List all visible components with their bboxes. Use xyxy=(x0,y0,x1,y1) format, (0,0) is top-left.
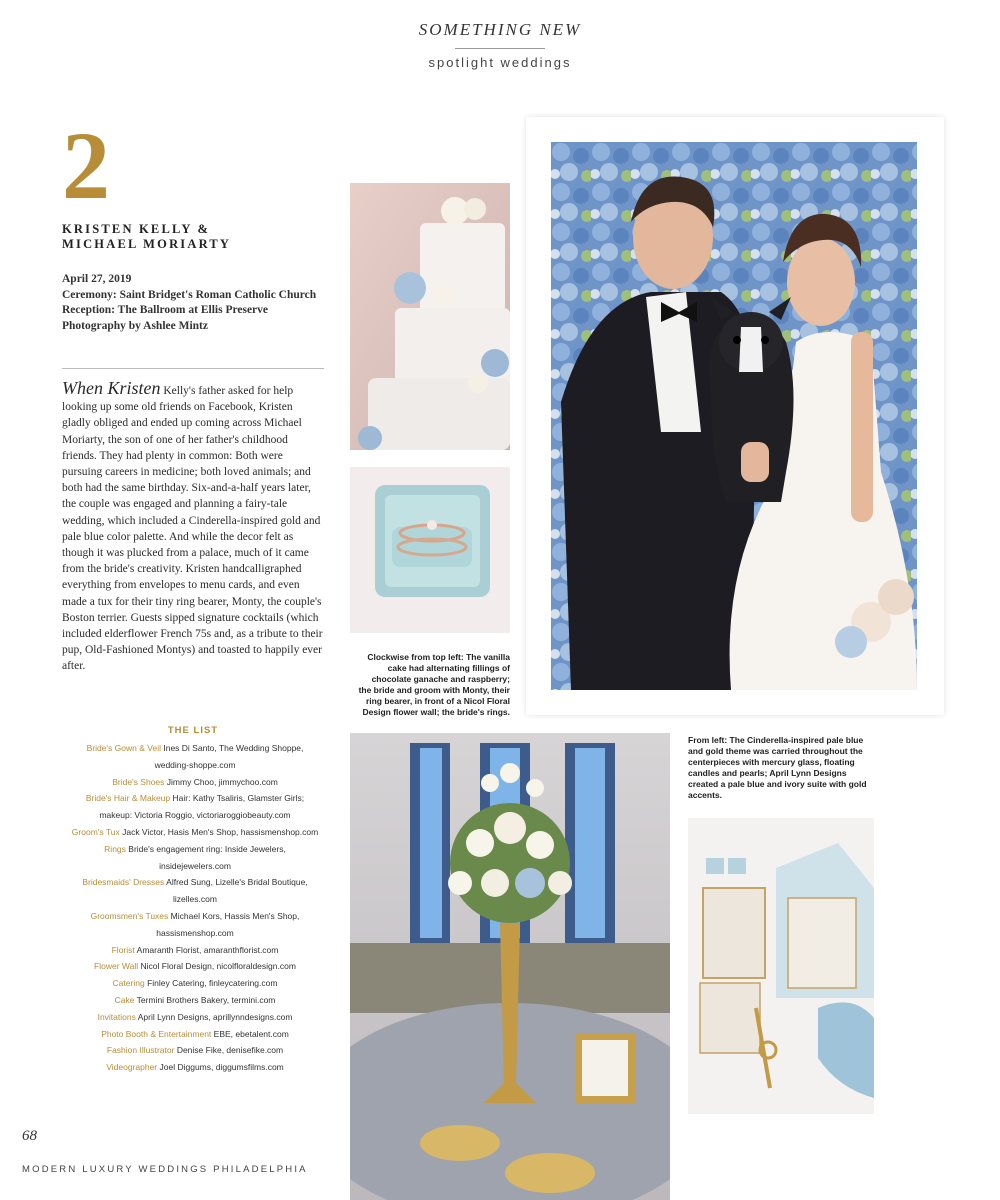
vendor-list-item xyxy=(70,874,320,908)
cake-photo xyxy=(350,183,510,450)
vendor-category: Bride's Shoes xyxy=(112,776,165,787)
vendor-list-item xyxy=(70,1009,320,1026)
vendor-name: Alfred Sung, Lizelle's Bridal Boutique, lizelles.com xyxy=(166,877,308,905)
wedding-date: April 27, 2019 xyxy=(62,273,132,285)
vendor-category: Cake xyxy=(114,994,135,1005)
story-lead: When Kristen xyxy=(62,378,161,398)
couple-name-line-2: MICHAEL MORIARTY xyxy=(62,237,232,251)
vendor-list-item xyxy=(70,1042,320,1059)
vendor-category: Bride's Gown & Veil xyxy=(86,743,161,753)
vendor-name: Michael Kors, Hassis Men's Shop, hassismenshop.com xyxy=(156,910,300,938)
invitation-photo xyxy=(688,818,874,1114)
vendor-list-title: THE LIST xyxy=(167,725,219,736)
vendor-list-item xyxy=(70,824,320,841)
vendor-category: Flower Wall xyxy=(94,961,139,972)
details-divider xyxy=(62,368,324,369)
vendor-category: Groomsmen's Tuxes xyxy=(90,910,169,921)
vendor-name: Denise Fike, denisefike.com xyxy=(176,1045,284,1056)
photography-credit: Photography by Ashlee Mintz xyxy=(62,319,208,332)
vendor-list-item xyxy=(70,942,320,959)
page-number: 68 xyxy=(22,1128,37,1144)
vendor-list-item xyxy=(70,908,320,942)
vendor-category: Florist xyxy=(111,944,135,955)
vendor-name: Termini Brothers Bakery, termini.com xyxy=(136,994,276,1005)
section-subtitle: spotlight weddings xyxy=(428,55,572,70)
photo-caption-bottom: From left: The Cinderella-inspired pale blue and gold theme was carried throughout the centerpieces with mercury glass, floating candles and pearls; April Lynn Designs created a pale blue and ivory suite with gold accents. xyxy=(688,735,867,800)
story-text xyxy=(62,380,324,675)
vendor-name: Hair: Kathy Tsaliris, Glamster Girls; makeup: Victoria Roggio, victoriaroggiobeauty.com xyxy=(99,793,305,821)
vendor-category: Bridesmaids' Dresses xyxy=(82,877,165,888)
story-body: Kelly's father asked for help looking up some old friends on Facebook, Kristen gladly obliged and ended up coming across Michael Moriarty, the son of one of her father's childhood friends. They had plenty in common: Both were pursuing careers in medicine; both loved animals; and both had the same birthday. Six-and-a-half years later, the couple was engaged and planning a fairy-tale wedding, which included a Cinderella-inspired gold and pale blue color palette. And while the decor felt as though it was plucked from a palace, much of it came from the bride's creativity. Kristen handcalligraphed everything from envelopes to menu cards, and even made a tux for their tiny ring bearer, Monty, the couple's Boston terrier. Guests sipped signature cocktails (which included elderflower French 75s and, as a tribute to their pup, Old-Fashioned Montys) and toasted to happily ever after. xyxy=(62,385,323,673)
rings-photo xyxy=(350,467,510,633)
couple-names xyxy=(62,222,231,252)
vendor-category: Invitations xyxy=(97,1011,136,1022)
vendor-category: Fashion Illustrator xyxy=(106,1045,175,1056)
vendor-category: Groom's Tux xyxy=(71,826,120,837)
centerpiece-photo xyxy=(350,733,670,1200)
section-title: SOMETHING NEW xyxy=(418,20,582,39)
vendor-category: Bride's Hair & Makeup xyxy=(85,793,171,804)
vendor-list-item xyxy=(70,1059,320,1076)
vendor-name: EBE, ebetalent.com xyxy=(213,1028,289,1039)
ceremony-venue: Ceremony: Saint Bridget's Roman Catholic Church xyxy=(62,288,317,301)
vendor-list-item xyxy=(70,958,320,975)
vendor-list xyxy=(70,740,320,1076)
couple-photo xyxy=(551,142,917,690)
vendor-category: Rings xyxy=(104,843,126,854)
vendor-list-item xyxy=(70,1026,320,1043)
header-divider xyxy=(455,48,545,49)
vendor-category: Photo Booth & Entertainment xyxy=(101,1028,212,1039)
vendor-name: Ines Di Santo, The Wedding Shoppe, wedding-shoppe.com xyxy=(154,743,304,770)
vendor-list-item xyxy=(70,740,320,774)
publication-name: MODERN LUXURY WEDDINGS PHILADELPHIA xyxy=(22,1164,308,1175)
vendor-name: Nicol Floral Design, nicolfloraldesign.com xyxy=(140,961,296,972)
vendor-name: Finley Catering, finleycatering.com xyxy=(147,978,278,989)
vendor-name: Joel Diggums, diggumsfilms.com xyxy=(159,1062,284,1073)
vendor-list-item xyxy=(70,992,320,1009)
vendor-name: Jimmy Choo, jimmychoo.com xyxy=(166,776,278,787)
vendor-name: Amaranth Florist, amaranthflorist.com xyxy=(136,944,279,955)
vendor-list-item xyxy=(70,790,320,824)
vendor-category: Videographer xyxy=(106,1062,158,1073)
vendor-list-item xyxy=(70,841,320,875)
photo-caption-top: Clockwise from top left: The vanilla cake had alternating fillings of chocolate ganache and raspberry; the bride and groom with Monty, their ring bearer, in front of a Nicol Floral Design flower wall; the bride's rings. xyxy=(358,652,510,717)
feature-number: 2 xyxy=(62,112,110,219)
vendor-name: Jack Victor, Hasis Men's Shop, hassismenshop.com xyxy=(122,826,319,837)
vendor-list-item xyxy=(70,774,320,791)
vendor-category: Catering xyxy=(112,978,145,989)
couple-name-line-1: KRISTEN KELLY & xyxy=(62,222,211,236)
wedding-details xyxy=(62,272,332,334)
vendor-list-item xyxy=(70,975,320,992)
reception-venue: Reception: The Ballroom at Ellis Preserve xyxy=(62,304,269,316)
vendor-name: April Lynn Designs, aprillynndesigns.com xyxy=(137,1011,293,1022)
vendor-name: Bride's engagement ring: Inside Jewelers, insidejewelers.com xyxy=(128,843,286,871)
